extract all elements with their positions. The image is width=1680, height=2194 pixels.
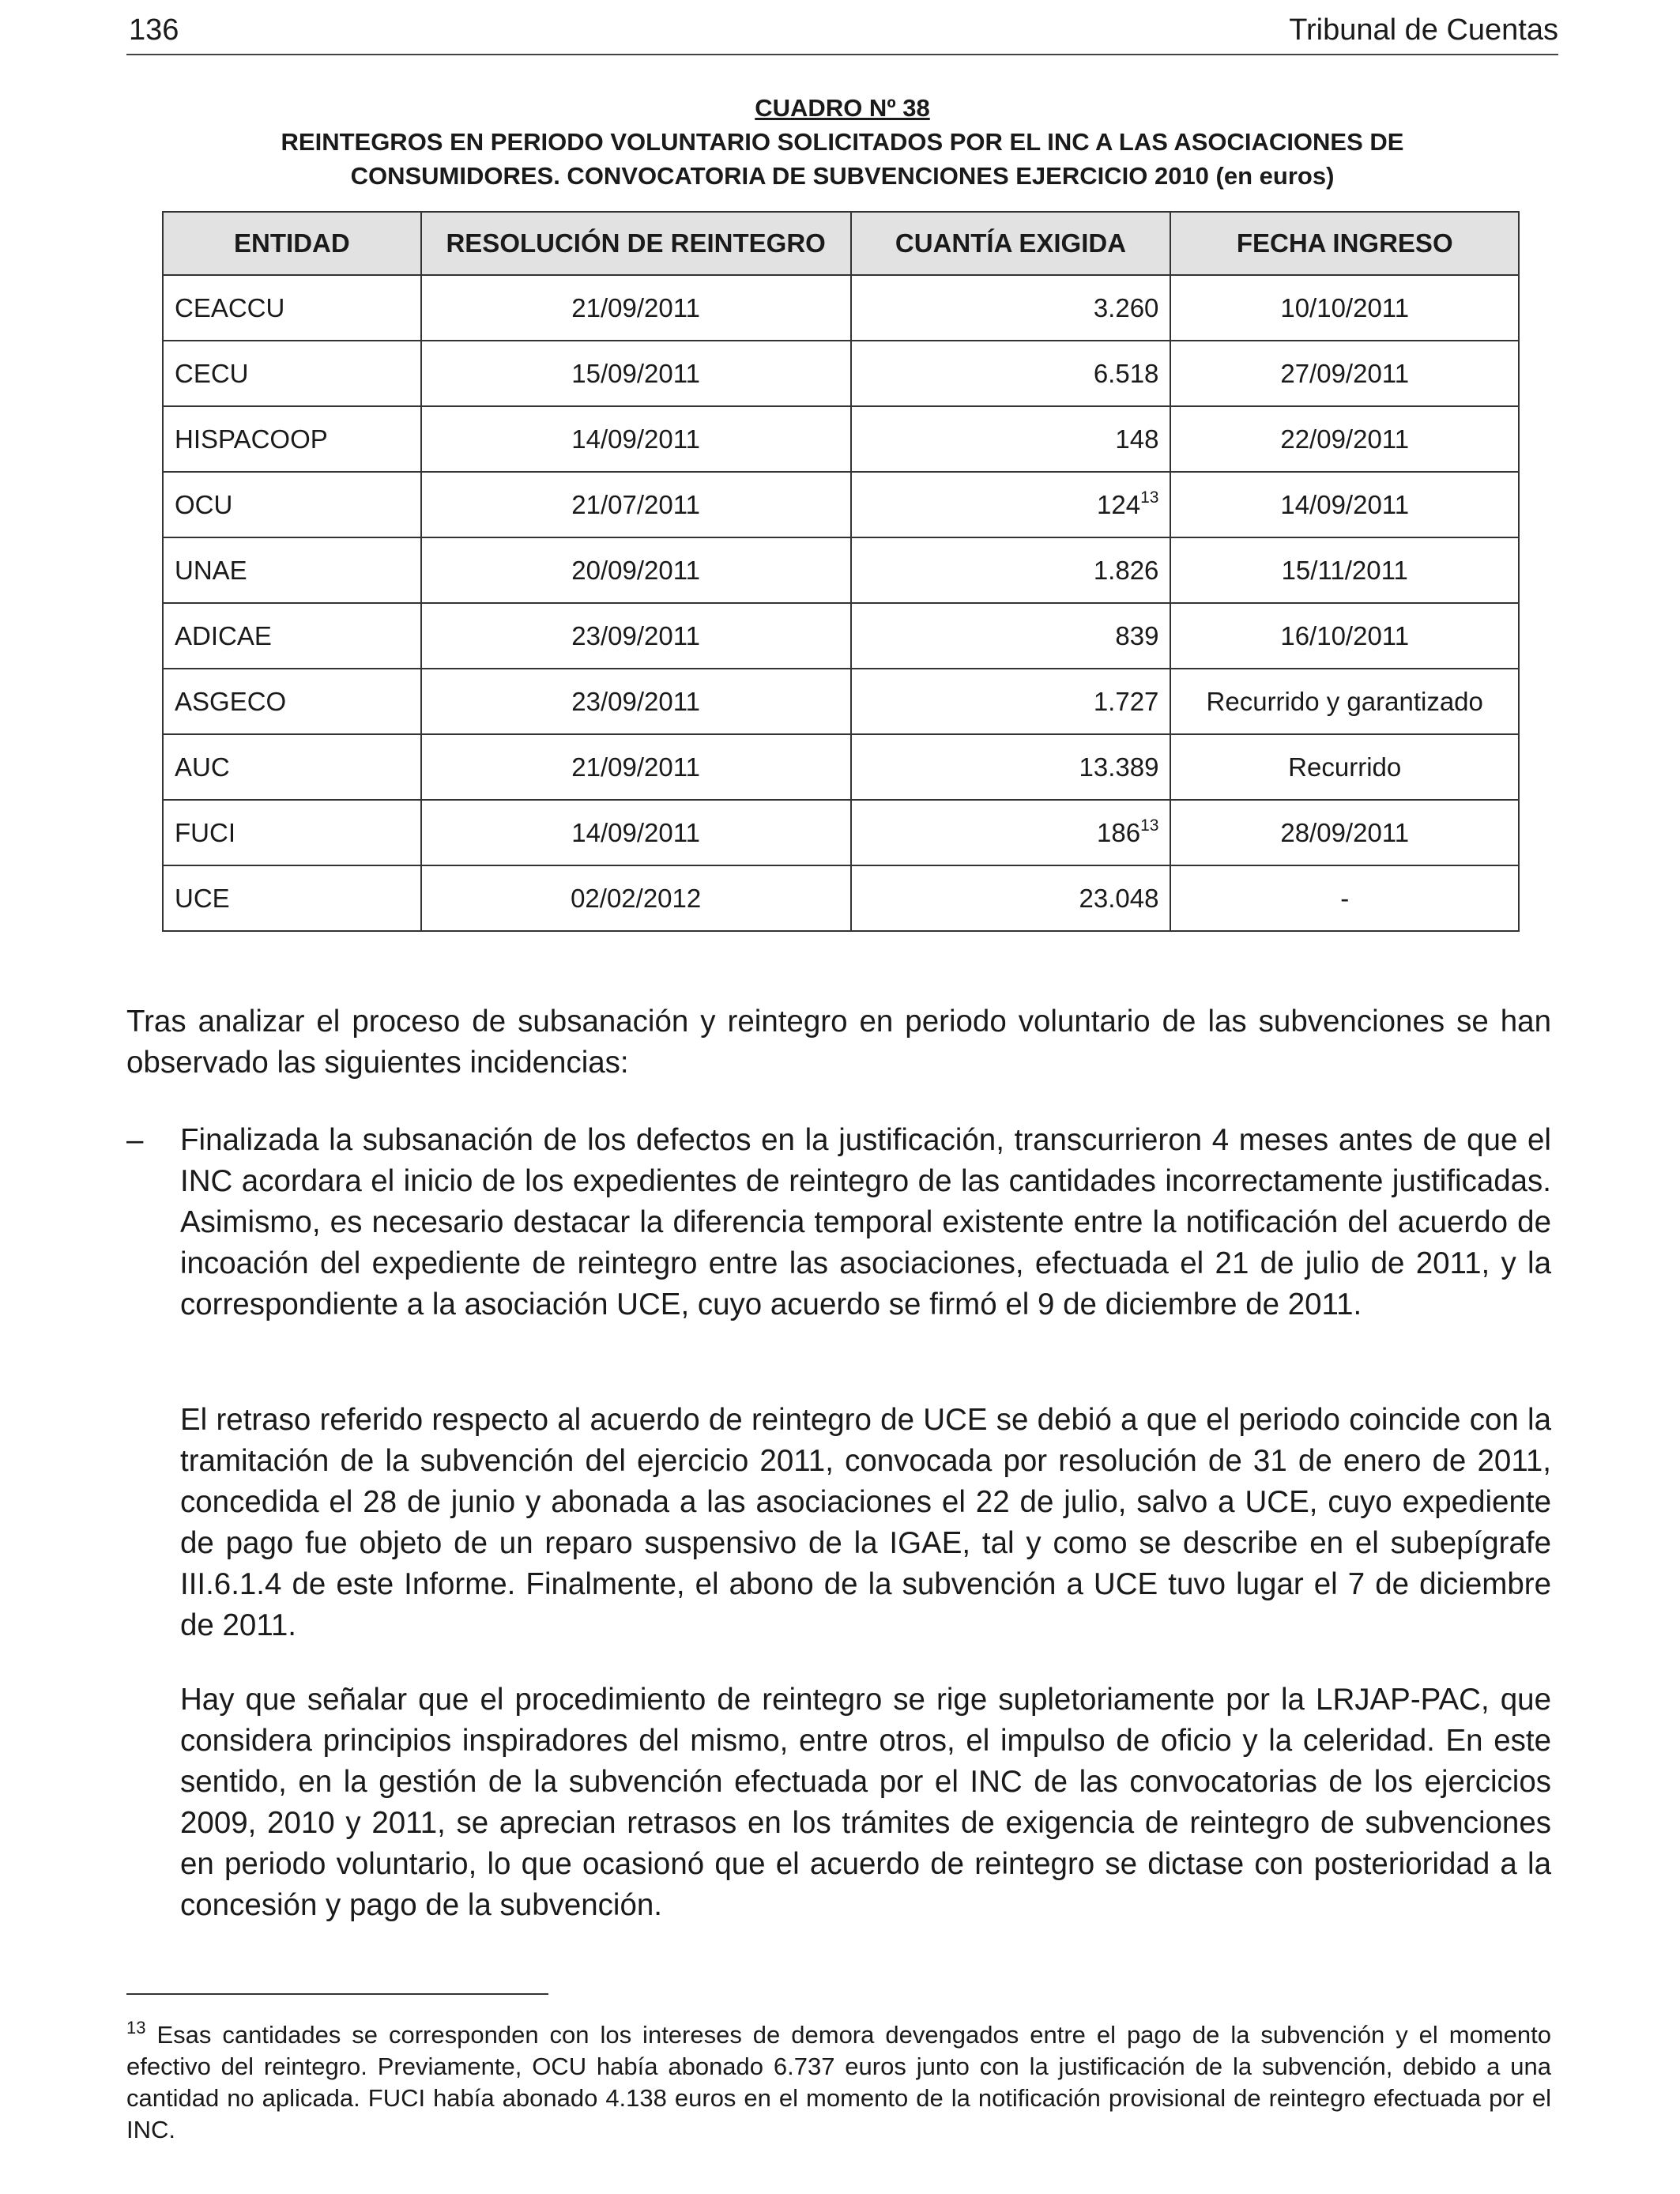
- cell-entidad: UCE: [163, 865, 421, 931]
- cell-cuantia: [851, 800, 1171, 865]
- header-cuantia: CUANTÍA EXIGIDA: [851, 212, 1171, 275]
- footnote-text: Esas cantidades se corresponden con los intereses de demora devengados entre el pago de la subvención y el momento efectivo del reintegro. Previamente, OCU había abonado 6.737 euros junto con la justificación de la subvención, debido a una cantidad no aplicada. FUCI había abonado 4.138 euros en el momento de la notificación provisional de reintegro efectuada por el INC.: [126, 2021, 1551, 2143]
- cell-fecha: 14/09/2011: [1170, 472, 1519, 537]
- cell-resolucion: 21/07/2011: [421, 472, 851, 537]
- table-caption: [126, 91, 1558, 193]
- table-row: [163, 603, 1519, 669]
- cell-resolucion: 21/09/2011: [421, 734, 851, 800]
- bullet-paragraph-1: Finalizada la subsanación de los defectos en la justificación, transcurrieron 4 meses antes de que el INC acordara el inicio de los expedientes de reintegro de las cantidades incorrectamente justificadas. Asimismo, es necesario destacar la diferencia temporal existente entre la notificación del acuerdo de incoación del expediente de reintegro entre las asociaciones, efectuada el 21 de julio de 2011, y la correspondiente a la asociación UCE, cuyo acuerdo se firmó el 9 de diciembre de 2011.: [180, 1123, 1551, 1321]
- cell-cuantia: [851, 275, 1171, 341]
- cell-fecha: Recurrido: [1170, 734, 1519, 800]
- header-resolucion: RESOLUCIÓN DE REINTEGRO: [421, 212, 851, 275]
- table-row: [163, 669, 1519, 734]
- table-row: [163, 537, 1519, 603]
- cell-resolucion: 20/09/2011: [421, 537, 851, 603]
- table-row: [163, 406, 1519, 472]
- cuantia-value: 186: [1097, 817, 1141, 847]
- cell-fecha: -: [1170, 865, 1519, 931]
- bullet-marker: –: [126, 1123, 144, 1157]
- table-title-line-2: CONSUMIDORES. CONVOCATORIA DE SUBVENCIONES EJERCICIO 2010 (en euros): [350, 162, 1335, 190]
- cell-fecha: 22/09/2011: [1170, 406, 1519, 472]
- organization-name: Tribunal de Cuentas: [1289, 13, 1558, 47]
- bullet-paragraph-3: Hay que señalar que el procedimiento de reintegro se rige supletoriamente por la LRJAP-PAC, que considera principios inspiradores del mismo, entre otros, el impulso de oficio y la celeridad. En este sentido, en la gestión de la subvención efectuada por el INC de las convocatorias de los ejercicios 2009, 2010 y 2011, se aprecian retrasos en los trámites de exigencia de reintegro de subvenciones en periodo voluntario, lo que ocasionó que el acuerdo de reintegro se dictase con posterioridad a la concesión y pago de la subvención.: [180, 1683, 1551, 1922]
- cuantia-value: 124: [1097, 489, 1141, 519]
- footnote-ref: 13: [1140, 816, 1159, 835]
- cuantia-value: 839: [1115, 620, 1159, 650]
- cell-resolucion: 23/09/2011: [421, 669, 851, 734]
- table-row: [163, 800, 1519, 865]
- cell-entidad: CEACCU: [163, 275, 421, 341]
- cell-fecha: 15/11/2011: [1170, 537, 1519, 603]
- cuantia-value: 3.260: [1093, 292, 1159, 322]
- cuantia-value: 148: [1115, 424, 1159, 454]
- table-number: CUADRO Nº 38: [755, 94, 930, 122]
- cuantia-value: 13.389: [1079, 752, 1159, 782]
- cell-resolucion: 15/09/2011: [421, 341, 851, 406]
- cell-entidad: ASGECO: [163, 669, 421, 734]
- cell-cuantia: [851, 734, 1171, 800]
- page-number: 136: [129, 13, 179, 47]
- table-row: [163, 275, 1519, 341]
- cell-resolucion: 14/09/2011: [421, 406, 851, 472]
- cell-entidad: HISPACOOP: [163, 406, 421, 472]
- header-fecha: FECHA INGRESO: [1170, 212, 1519, 275]
- footnote-separator: [126, 1993, 548, 1995]
- bullet-paragraph-2: El retraso referido respecto al acuerdo de reintegro de UCE se debió a que el periodo coincide con la tramitación de la subvención del ejercicio 2011, convocada por resolución de 31 de enero de 2011, concedida el 28 de junio y abonada a las asociaciones el 22 de julio, salvo a UCE, cuyo expediente de pago fue objeto de un reparo suspensivo de la IGAE, tal y como se describe en el subepígrafe III.6.1.4 de este Informe. Finalmente, el abono de la subvención a UCE tuvo lugar el 7 de diciembre de 2011.: [180, 1403, 1551, 1642]
- cell-resolucion: 02/02/2012: [421, 865, 851, 931]
- cell-entidad: FUCI: [163, 800, 421, 865]
- table-title-line-1: REINTEGROS EN PERIODO VOLUNTARIO SOLICITADOS POR EL INC A LAS ASOCIACIONES DE: [281, 128, 1404, 156]
- page-header: [126, 11, 1558, 55]
- cuantia-value: 1.826: [1093, 555, 1159, 585]
- cell-entidad: ADICAE: [163, 603, 421, 669]
- footnote: [126, 2019, 1551, 2146]
- table-row: [163, 734, 1519, 800]
- cell-fecha: Recurrido y garantizado: [1170, 669, 1519, 734]
- cell-entidad: OCU: [163, 472, 421, 537]
- cell-resolucion: 14/09/2011: [421, 800, 851, 865]
- table-row: [163, 865, 1519, 931]
- cell-entidad: AUC: [163, 734, 421, 800]
- cuantia-value: 1.727: [1093, 686, 1159, 716]
- cell-entidad: UNAE: [163, 537, 421, 603]
- cell-fecha: 16/10/2011: [1170, 603, 1519, 669]
- footnote-marker: 13: [126, 2018, 146, 2038]
- cell-fecha: 10/10/2011: [1170, 275, 1519, 341]
- cell-cuantia: [851, 537, 1171, 603]
- cell-fecha: 27/09/2011: [1170, 341, 1519, 406]
- cell-cuantia: [851, 865, 1171, 931]
- cell-resolucion: 23/09/2011: [421, 603, 851, 669]
- cuantia-value: 6.518: [1093, 358, 1159, 388]
- cell-resolucion: 21/09/2011: [421, 275, 851, 341]
- cell-cuantia: [851, 472, 1171, 537]
- reintegros-table: [162, 211, 1520, 932]
- cell-entidad: CECU: [163, 341, 421, 406]
- cell-fecha: 28/09/2011: [1170, 800, 1519, 865]
- footnote-ref: 13: [1140, 488, 1159, 507]
- table-row: [163, 341, 1519, 406]
- cell-cuantia: [851, 341, 1171, 406]
- cell-cuantia: [851, 669, 1171, 734]
- header-entidad: ENTIDAD: [163, 212, 421, 275]
- cuantia-value: 23.048: [1079, 883, 1159, 913]
- table-row: [163, 472, 1519, 537]
- intro-paragraph: Tras analizar el proceso de subsanación y reintegro en periodo voluntario de las subvenciones se han observado las siguientes incidencias:: [126, 1005, 1551, 1080]
- cell-cuantia: [851, 603, 1171, 669]
- cell-cuantia: [851, 406, 1171, 472]
- table-header-row: [163, 212, 1519, 275]
